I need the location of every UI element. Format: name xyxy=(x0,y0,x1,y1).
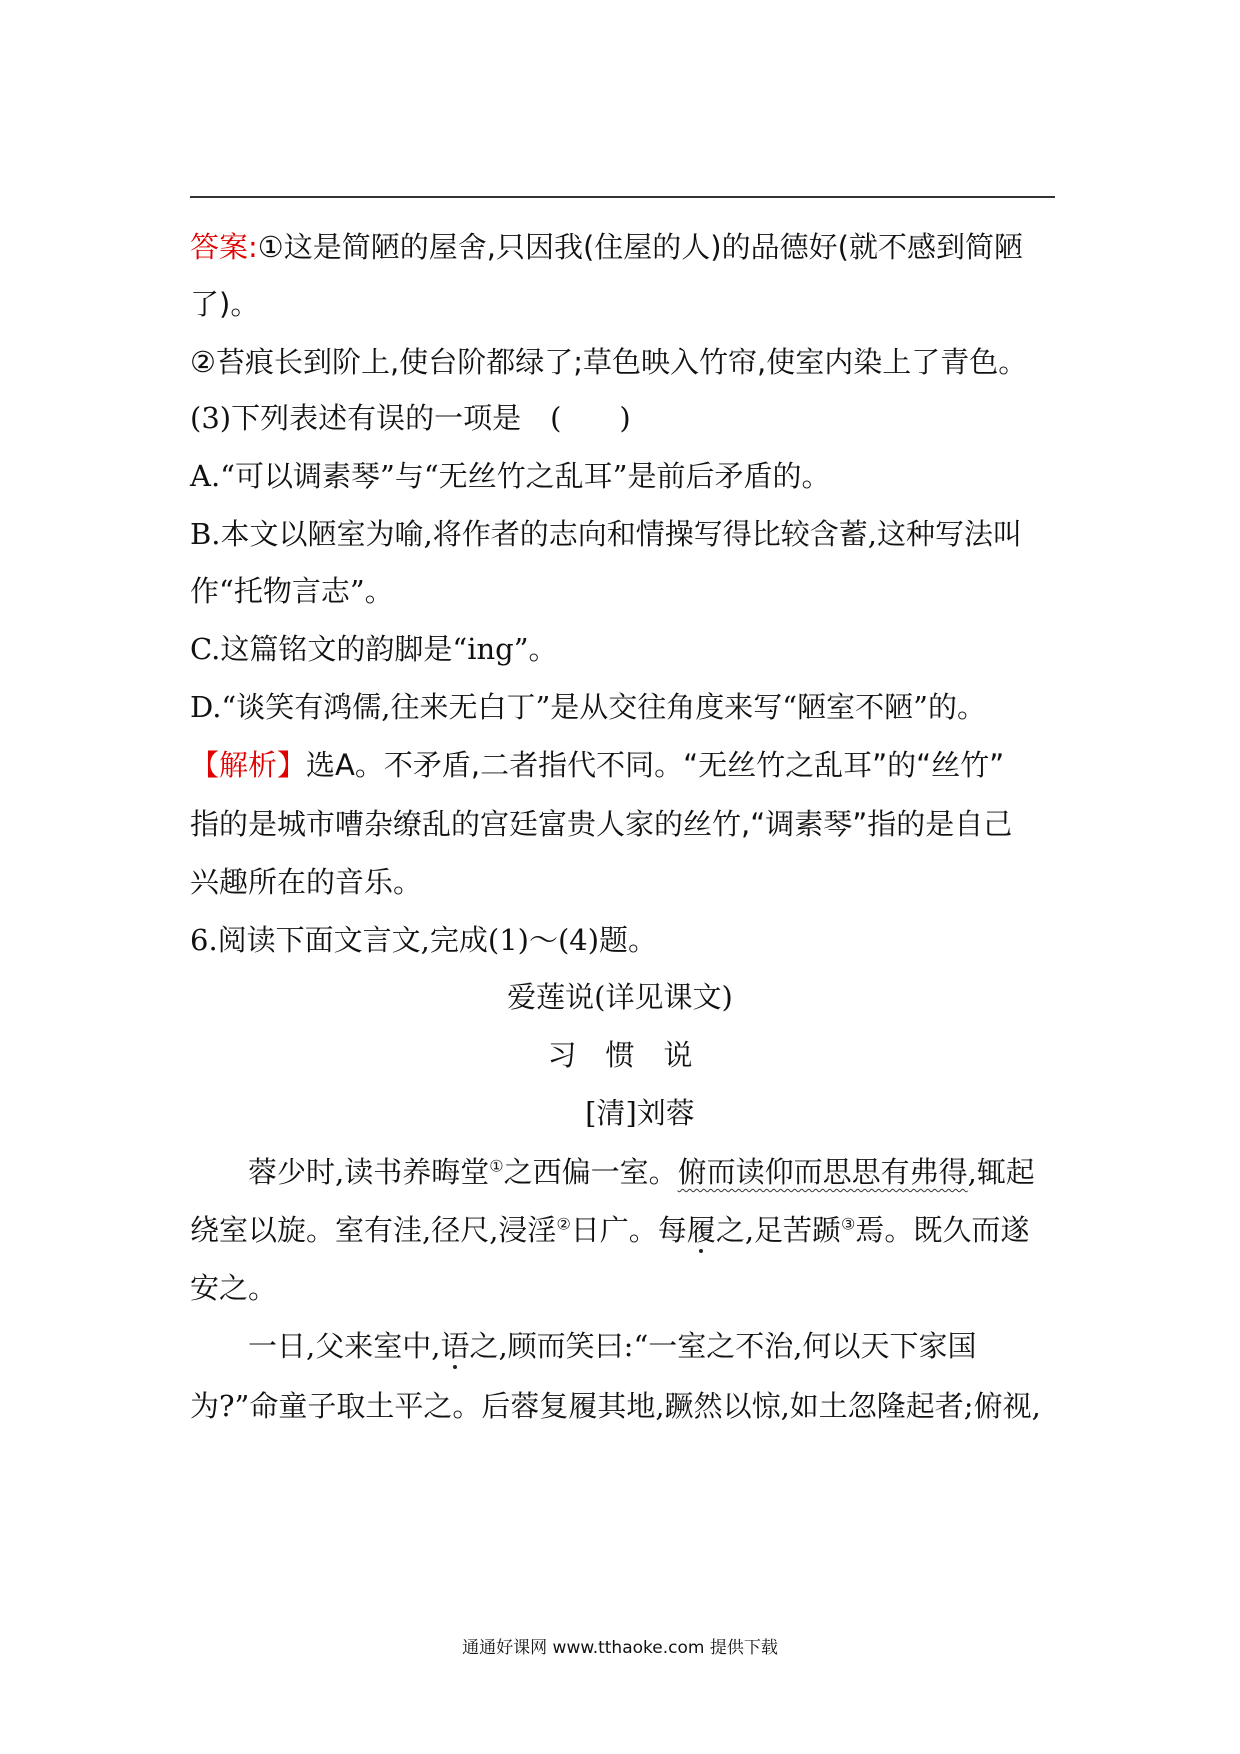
analysis-line-1 xyxy=(190,745,1004,785)
footnote-marker: ③ xyxy=(841,1214,856,1234)
footer-credit: 通通好课网 www.tthaoke.com 提供下载 xyxy=(462,1638,778,1658)
passage-p1-line-1 xyxy=(248,1152,1035,1192)
passage-text: ,辄起 xyxy=(967,1155,1035,1189)
answer-label: 答案: xyxy=(190,230,258,264)
passage-p1-line-3: 安之。 xyxy=(190,1271,278,1305)
passage-title-2: 习 惯 说 xyxy=(547,1038,693,1072)
question-3-stem: (3)下列表述有误的一项是 ( ) xyxy=(190,401,631,435)
answer-text-1: ①这是简陋的屋舍,只因我(住屋的人)的品德好(就不感到简陋 xyxy=(257,230,1023,264)
footnote-marker: ② xyxy=(556,1214,571,1234)
question-3-option-c: C.这篇铭文的韵脚是“ing”。 xyxy=(190,632,558,666)
passage-text: 绕室以旋。室有洼,径尺,浸淫 xyxy=(190,1213,557,1247)
wavy-underlined-sentence: 俯而读仰而思思有弗得 xyxy=(677,1155,968,1189)
passage-p2-line-2: 为?”命童子取土平之。后蓉复履其地,蹶然以惊,如土忽隆起者;俯视, xyxy=(190,1389,1041,1423)
answer-line-1 xyxy=(190,227,1023,267)
passage-text: 蓉少时,读书养晦堂 xyxy=(248,1155,490,1189)
passage-text: 焉。既久而遂 xyxy=(855,1213,1030,1247)
question-3-option-a: A.“可以调素琴”与“无丝竹之乱耳”是前后矛盾的。 xyxy=(190,459,831,493)
answer-line-3: ②苔痕长到阶上,使台阶都绿了;草色映入竹帘,使室内染上了青色。 xyxy=(190,345,1028,379)
analysis-label: 【解析】 xyxy=(190,748,307,782)
analysis-line-2: 指的是城市嘈杂缭乱的宫廷富贵人家的丝竹,“调素琴”指的是自己 xyxy=(190,807,1013,841)
passage-text: 之,足苦踬 xyxy=(715,1213,842,1247)
passage-title-1: 爱莲说(详见课文) xyxy=(507,980,733,1014)
passage-text: 一日,父来室中, xyxy=(248,1329,441,1363)
question-6-stem: 6.阅读下面文言文,完成(1)～(4)题。 xyxy=(190,923,658,957)
passage-author: [清]刘蓉 xyxy=(585,1096,695,1130)
passage-p2-line-1 xyxy=(248,1326,977,1366)
question-3-option-b-line-1: B.本文以陋室为喻,将作者的志向和情操写得比较含蓄,这种写法叫 xyxy=(190,517,1022,551)
analysis-text-1: 选A。不矛盾,二者指代不同。“无丝竹之乱耳”的“丝竹” xyxy=(306,748,1005,782)
answer-line-2: 了)。 xyxy=(190,287,260,321)
separator-line xyxy=(190,196,1055,198)
dotted-emphasis-char: 履 xyxy=(686,1213,716,1247)
footnote-marker: ① xyxy=(489,1156,504,1176)
question-3-option-b-line-2: 作“托物言志”。 xyxy=(190,574,394,608)
passage-text: 之西偏一室。 xyxy=(503,1155,678,1189)
question-3-option-d: D.“谈笑有鸿儒,往来无白丁”是从交往角度来写“陋室不陋”的。 xyxy=(190,690,986,724)
analysis-line-3: 兴趣所在的音乐。 xyxy=(190,865,423,899)
passage-text: 之,顾而笑曰:“一室之不治,何以天下家国 xyxy=(469,1329,977,1363)
passage-p1-line-2 xyxy=(190,1210,1029,1250)
dotted-emphasis-char: 语 xyxy=(440,1329,470,1363)
passage-text: 日广。每 xyxy=(570,1213,687,1247)
